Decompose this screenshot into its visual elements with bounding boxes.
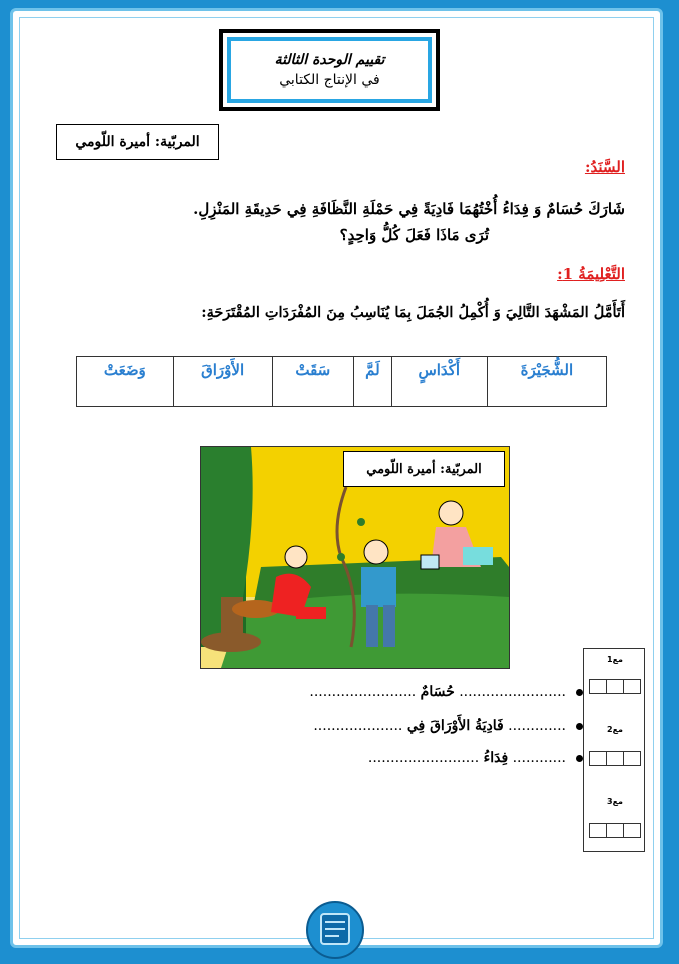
sanad-label: السَّنَدُ:	[584, 158, 625, 176]
criterion-3-label: مع3	[607, 797, 623, 806]
title-line-1: تقييم الوحدة الثالثة	[274, 52, 385, 68]
scene-teacher-badge: المربّية: أميرة اللّومي	[343, 451, 505, 487]
sentence-word: فَادِيَةُ الأَوْرَاقَ فِي	[406, 718, 504, 734]
title-box	[219, 29, 440, 111]
criterion-3-cells	[589, 823, 641, 838]
grading-box	[583, 648, 645, 852]
sentence-word: فِدَاءُ	[483, 750, 509, 766]
word-bank-table	[76, 356, 607, 407]
word-cell: لَمَّ	[354, 357, 392, 407]
word-cell: الشُّجَيْرَةَ	[487, 357, 606, 407]
instruction-label: التَّعْلِيمَةُ 1:	[557, 265, 625, 283]
title-line-2: في الإنتاج الكتابي	[279, 72, 380, 88]
logo-icon	[305, 900, 365, 960]
criterion-2-label: مع2	[607, 725, 623, 734]
teacher-name-box: المربّية: أميرة اللّومي	[56, 124, 219, 160]
sentence-1: ........................ حُسَامٌ ........................	[309, 684, 583, 700]
criterion-1-cells	[589, 679, 641, 694]
sentence-2: ............. فَادِيَةُ الأَوْرَاقَ فِي ....................	[313, 718, 583, 734]
bullet-icon	[576, 755, 583, 762]
word-cell: وَضَعَتْ	[77, 357, 174, 407]
instruction-text: أَتَأَمَّلُ المَشْهَدَ التَّالِيَ وَ أُكْمِلُ الجُمَلَ بِمَا يُنَاسِبُ مِنَ المُفْرَدَاتِ المُقْتَرَحَةِ:	[201, 304, 625, 321]
criterion-1-label: مع1	[607, 655, 623, 664]
criterion-2-cells	[589, 751, 641, 766]
word-cell: أَكْدَاسٍ	[391, 357, 487, 407]
garden-scene-illustration	[200, 446, 510, 669]
bullet-icon	[576, 723, 583, 730]
sanad-line-2: تُرَى مَاذَا فَعَلَ كُلُّ وَاحِدٍ؟	[339, 226, 489, 244]
sentence-3: ............ فِدَاءُ .........................	[368, 750, 583, 766]
sentence-word: حُسَامٌ	[420, 684, 455, 700]
sanad-line-1: شَارَكَ حُسَامٌ وَ فِدَاءُ أُخْتُهُمَا فَادِيَةً فِي حَمْلَةِ النَّظَافَةِ فِي حَدِيقَةِ المَنْزِلِ.	[193, 200, 625, 218]
bullet-icon	[576, 689, 583, 696]
word-cell: سَقَتْ	[272, 357, 353, 407]
word-cell: الأَوْرَاقَ	[173, 357, 272, 407]
